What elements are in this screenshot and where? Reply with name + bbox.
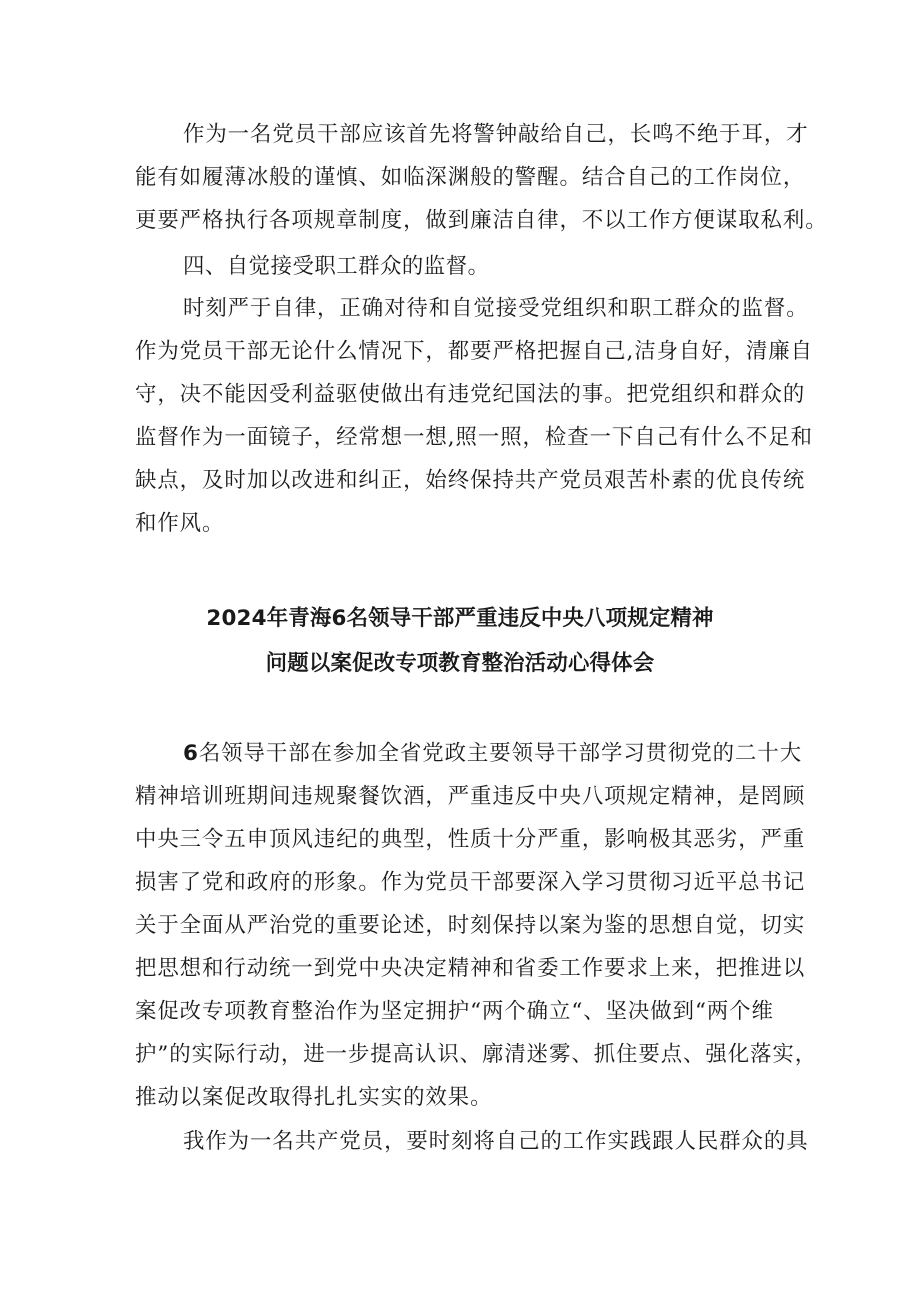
paragraph-line: 精神培训班期间违规聚餐饮酒，严重违反中央八项规定精神，是罔顾 [135,784,806,809]
paragraph-line: 案促改专项教育整治作为坚定拥护“两个确立“、坚决做到“两个维 [135,999,774,1024]
paragraph-line: 作为一名党员干部应该首先将警钟敲给自己，长鸣不绝于耳，才 [183,122,809,147]
paragraph-line [183,739,802,769]
paragraph-line: 护”的实际行动，进一步提高认识、廓清迷雾、抓住要点、强化落实， [135,1042,818,1067]
paragraph-text: 名领导干部在参加全省党政主要领导干部学习贯彻党的二十大 [198,741,803,766]
section-heading: 四、自觉接受职工群众的监督。 [183,254,490,279]
paragraph-line: 推动以案促改取得扎扎实实的效果。 [135,1085,493,1110]
paragraph-line: 和作风。 [135,511,225,536]
paragraph-line: 能有如履薄冰般的谨慎、如临深渊般的警醒。结合自己的工作岗位， [135,165,806,190]
paragraph-line: 作为党员干部无论什么情况下，都要严格把握自己,洁身自好，清廉自 [135,339,813,364]
paragraph-line: 缺点，及时加以改进和纠正，始终保持共产党员艰苦朴素的优良传统 [135,468,806,493]
paragraph-line: 把思想和行动统一到党中央决定精神和省委工作要求上来，把推进以 [135,956,806,981]
article-title: 问题以案促改专项教育整治活动心得体会 [265,651,655,676]
paragraph-line: 更要严格执行各项规章制度，做到廉洁自律，不以工作方便谋取私利。 [135,208,828,233]
article-title: 2024年青海6名领导干部严重违反中央八项规定精神 [206,606,714,631]
paragraph-line: 关于全面从严治党的重要论述，时刻保持以案为鉴的思想自觉，切实 [135,913,806,938]
paragraph-line: 守，决不能因受利益驱使做出有违党纪国法的事。把党组织和群众的 [135,382,806,407]
paragraph-line: 时刻严于自律，正确对待和自觉接受党组织和职工群众的监督。 [183,296,809,321]
paragraph-line: 损害了党和政府的形象。作为党员干部要深入学习贯彻习近平总书记 [135,870,806,895]
paragraph-line: 我作为一名共产党员，要时刻将自己的工作实践跟人民群众的具 [183,1129,809,1154]
paragraph-line: 监督作为一面镜子，经常想一想,照一照，检查一下自己有什么不足和 [135,425,813,450]
lead-number: 6 [183,741,199,766]
paragraph-line: 中央三令五申顶风违纪的典型，性质十分严重，影响极其恶劣，严重 [135,827,806,852]
